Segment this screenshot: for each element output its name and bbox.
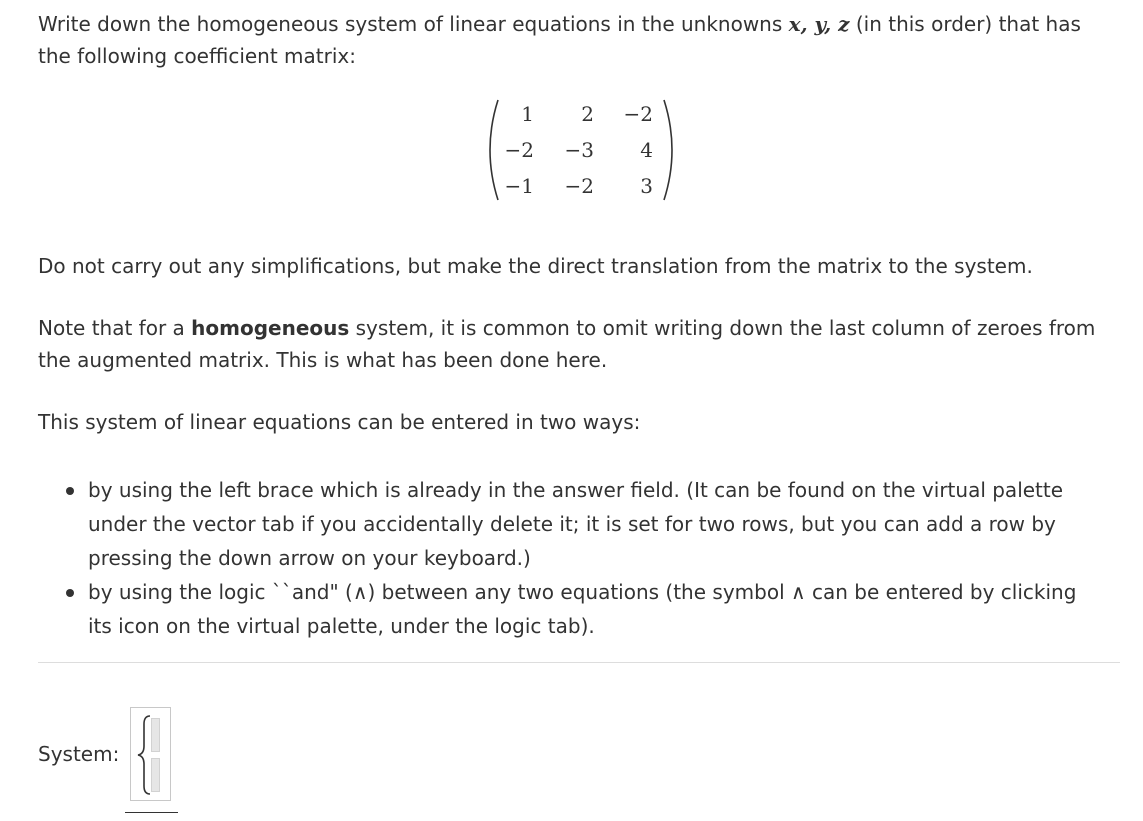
note-text [38, 312, 1120, 376]
question-content [38, 8, 1120, 766]
matrix-cell: 1 [521, 102, 534, 126]
note-prefix: Note that for a [38, 316, 185, 340]
ways-intro: This system of linear equations can be entered in two ways: [38, 410, 641, 434]
instruction-text: Do not carry out any simplifications, but make the direct translation from the matrix to the system. [38, 254, 1033, 278]
question-intro [38, 8, 1120, 72]
matrix-cell: −2 [623, 102, 653, 126]
system-label: System: [38, 742, 120, 766]
system-answer-field[interactable] [130, 707, 171, 801]
note-suffix: system, it is common to omit writing down the last column of zeroes from the augmented matrix. This is what has been done here. [38, 316, 1096, 372]
matrix-cell: 2 [581, 102, 594, 126]
answer-underline [125, 812, 178, 813]
note-bold: homogeneous [191, 316, 350, 340]
matrix-cell: −2 [564, 174, 594, 198]
brace-row-1-input[interactable] [151, 718, 160, 752]
list-item: by using the left brace which is already in the answer field. (It can be found on the virtual palette under the vector tab if you accidentally delete it; it is set for two rows, but you can add a row by pressing the down arrow on your keyboard.) [60, 473, 1100, 575]
coefficient-matrix [486, 94, 676, 206]
unknowns: x, y, z [788, 12, 850, 36]
matrix-cell: −1 [504, 174, 534, 198]
divider [38, 662, 1120, 663]
brace-row-2-input[interactable] [151, 758, 160, 792]
matrix-cell: −2 [504, 138, 534, 162]
matrix-cell: 3 [640, 174, 653, 198]
intro-text: Write down the homogeneous system of linear equations in the unknowns [38, 12, 783, 36]
ways-list [60, 473, 1100, 643]
list-item: by using the logic ˋˋand" (∧) between any two equations (the symbol ∧ can be entered by clicking its icon on the virtual palette, under the logic tab). [60, 575, 1100, 643]
matrix-cell: 4 [640, 138, 653, 162]
intro-tail: (in this order) that has the following coefficient matrix: [38, 12, 1081, 68]
matrix-cell: −3 [564, 138, 594, 162]
